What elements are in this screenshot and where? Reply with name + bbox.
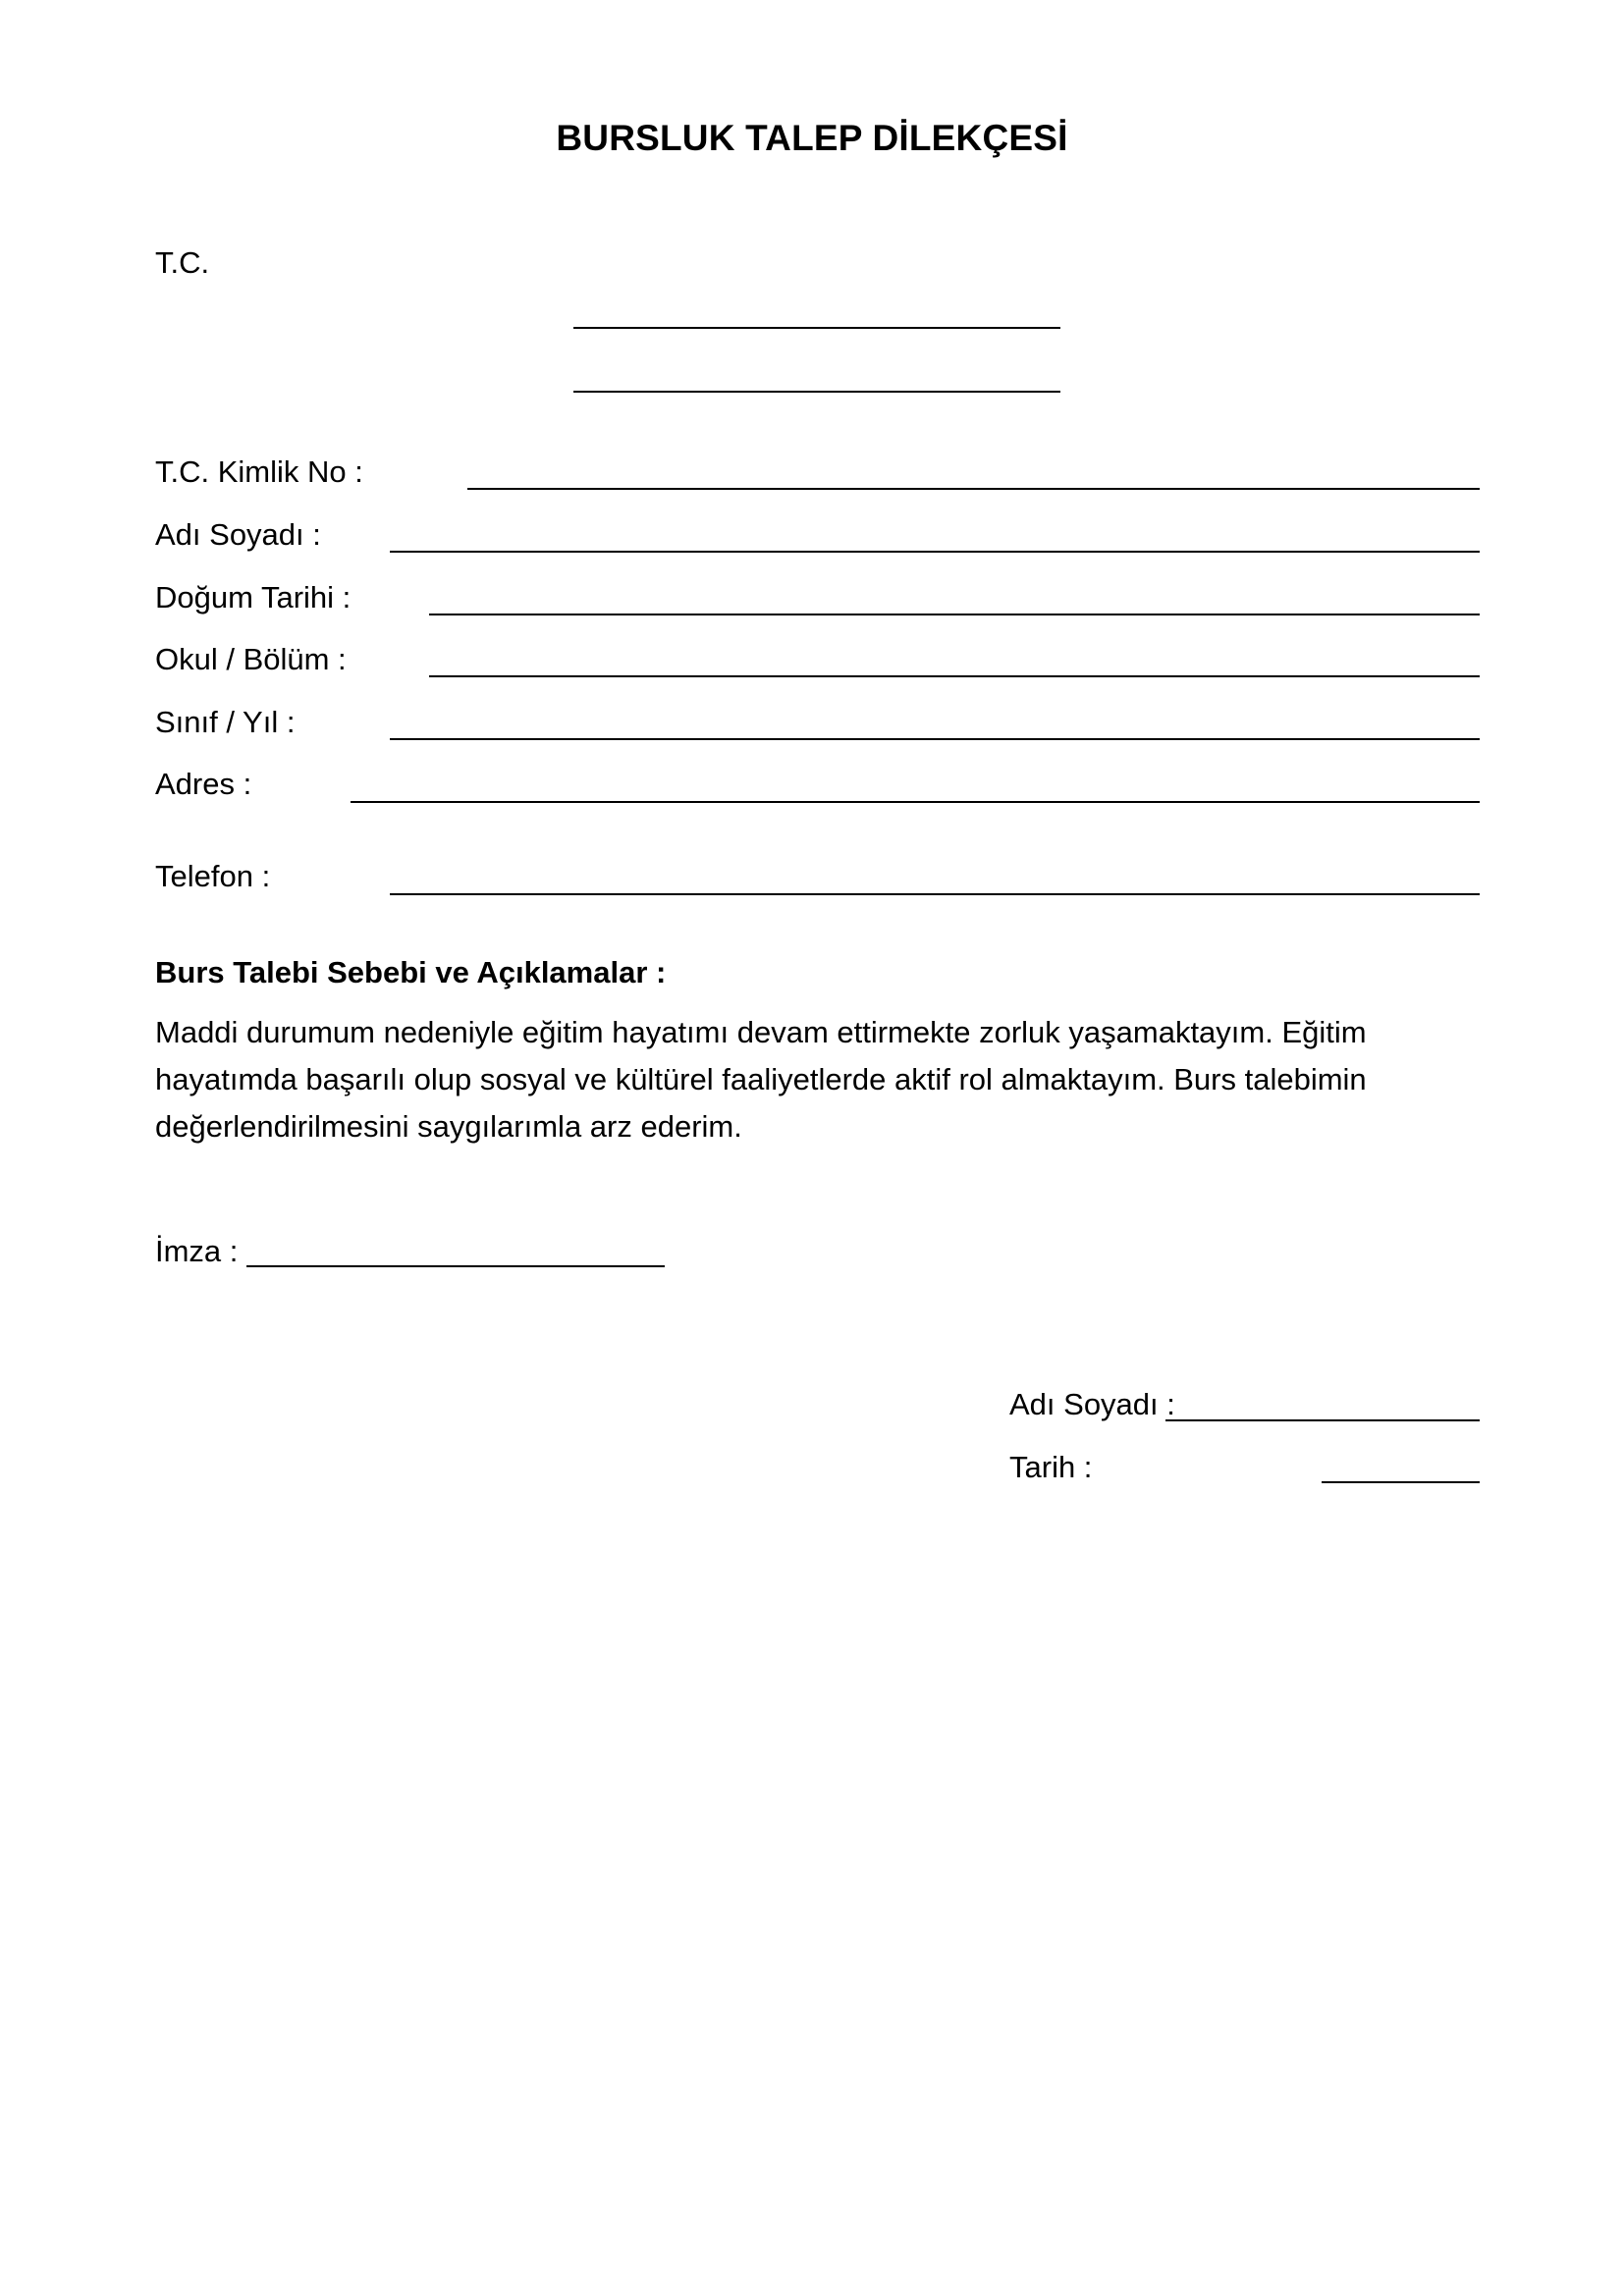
adi-soyadi-field[interactable] — [390, 551, 1480, 553]
telefon-label: Telefon : — [155, 859, 271, 893]
adres-field[interactable] — [351, 801, 1480, 803]
tc-header: T.C. — [155, 245, 210, 280]
okul-bolum-field[interactable] — [429, 675, 1480, 677]
dogum-tarihi-field[interactable] — [429, 614, 1480, 615]
okul-bolum-label: Okul / Bölüm : — [155, 642, 347, 676]
document-title: BURSLUK TALEP DİLEKÇESİ — [556, 118, 1068, 158]
reason-heading: Burs Talebi Sebebi ve Açıklamalar : — [155, 955, 667, 989]
recipient-line-2[interactable] — [573, 391, 1060, 393]
dogum-tarihi-label: Doğum Tarihi : — [155, 580, 352, 614]
footer-adi-soyadi-field[interactable] — [1165, 1419, 1480, 1421]
adres-label: Adres : — [155, 767, 252, 801]
sinif-yil-label: Sınıf / Yıl : — [155, 705, 296, 739]
reason-paragraph — [155, 1009, 1490, 1150]
imza-field[interactable] — [246, 1265, 665, 1267]
tc-kimlik-label: T.C. Kimlik No : — [155, 454, 363, 489]
footer-tarih-label: Tarih : — [1009, 1450, 1093, 1484]
adi-soyadi-label: Adı Soyadı : — [155, 517, 321, 552]
footer-tarih-field[interactable] — [1322, 1481, 1480, 1483]
reason-line-2: hayatımda başarılı olup sosyal ve kültürel faaliyetlerde aktif rol almaktayım. Burs talebimin — [155, 1062, 1367, 1096]
imza-label: İmza : — [155, 1234, 239, 1268]
sinif-yil-field[interactable] — [390, 738, 1480, 740]
telefon-field[interactable] — [390, 893, 1480, 895]
reason-line-1: Maddi durumum nedeniyle eğitim hayatımı devam ettirmekte zorluk yaşamaktayım. Eğitim — [155, 1015, 1367, 1049]
recipient-line-1[interactable] — [573, 327, 1060, 329]
reason-line-3: değerlendirilmesini saygılarımla arz ederim. — [155, 1109, 742, 1144]
tc-kimlik-field[interactable] — [467, 488, 1480, 490]
footer-adi-soyadi-label: Adı Soyadı : — [1009, 1387, 1175, 1421]
